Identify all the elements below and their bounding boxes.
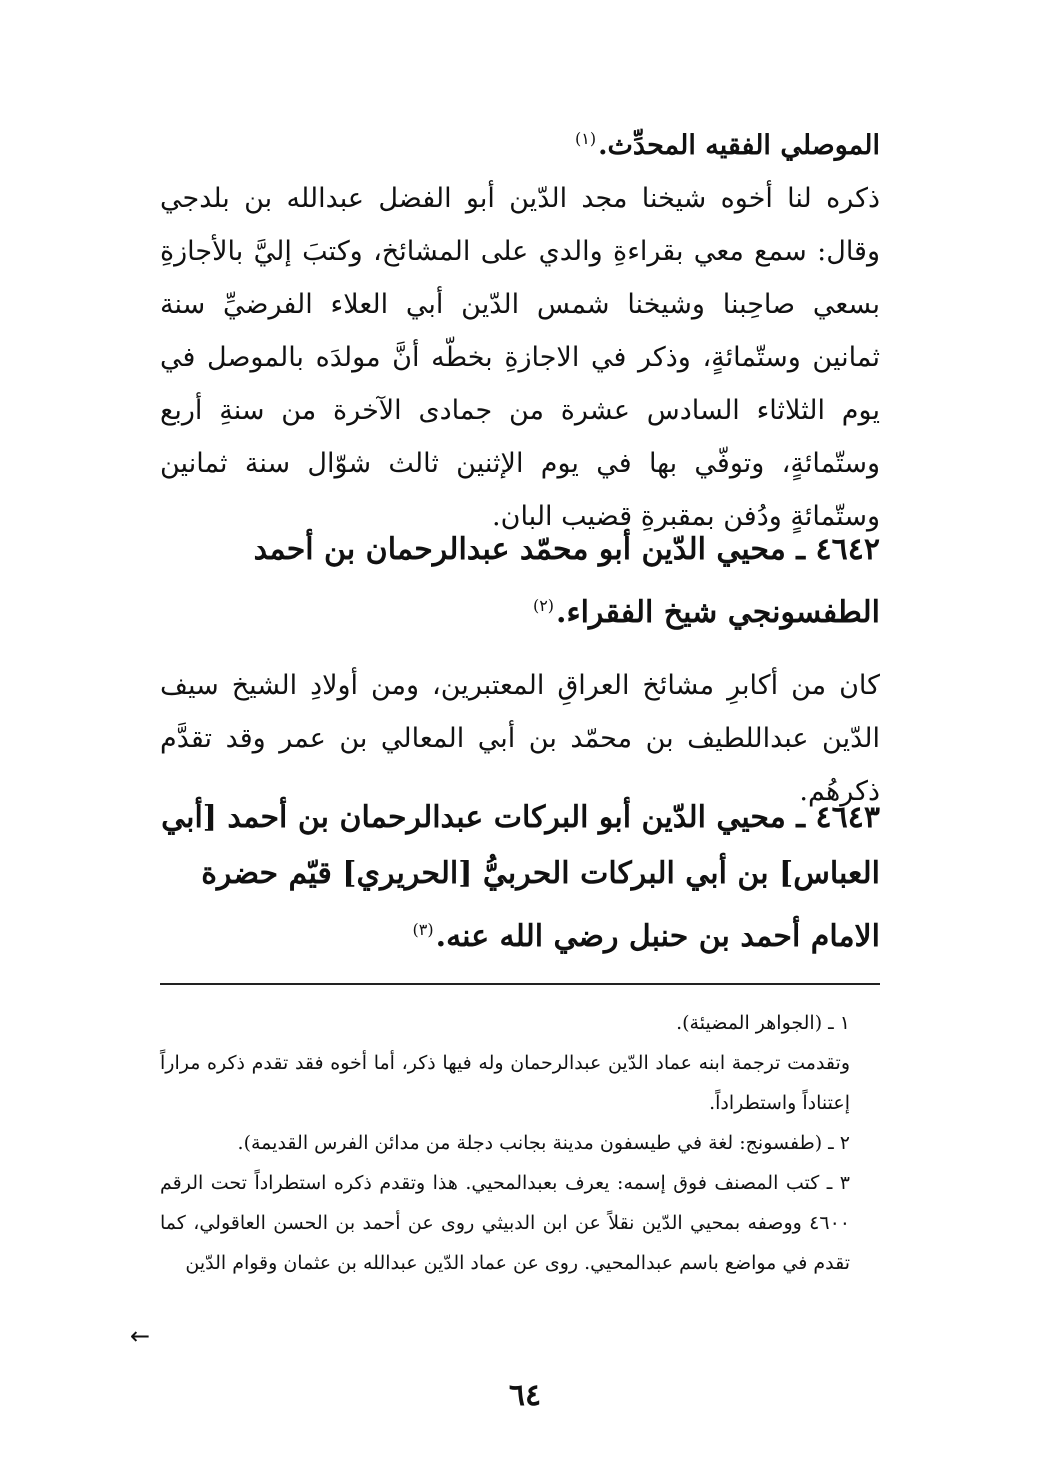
entry-4641-continuation — [160, 112, 880, 543]
entry-4643-heading: ٤٦٤٣ ـ محيي الدّين أبو البركات عبدالرحمان بن أحمد [أبي العباس] بن أبي البركات الحربيُّ [الحريري] قيّم حضرة الامام أحمد بن حنبل رضي الله عنه. — [161, 800, 880, 954]
footnote-ref-3[interactable]: (٣) — [412, 920, 434, 939]
footnote-divider — [160, 983, 880, 985]
footnote-1-continuation: وتقدمت ترجمة ابنه عماد الدّين عبدالرحمان وله فيها ذكر، أما أخوه فقد تقدم ذكره مراراً إعتناداً واستطراداً. — [160, 1052, 850, 1114]
entry-4641-text: ذكره لنا أخوه شيخنا مجد الدّين أبو الفضل عبدالله بن بلدجي وقال: سمع معي بقراءةِ والدي على المشائخ، وكتبَ إليَّ بالأجازةِ بسعي صاحِبنا وشيخنا شمس الدّين أبي العلاء الفرضيِّ سنة ثمانين وستّمائةٍ، وذكر في الاجازةِ بخطّه أنَّ مولدَه بالموصل في يوم الثلاثاء السادس عشرة من جمادى الآخرة من سنةِ أربع وستّمائةٍ، وتوفّي بها في يوم الإثنين ثالث شوّال سنة ثمانين وستّمائةٍ ودُفن بمقبرةِ قضيب البان. — [160, 183, 880, 532]
footnote-ref-2[interactable]: (٢) — [532, 596, 555, 615]
page-number: ٦٤ — [508, 1378, 542, 1413]
footnote-2: ٢ ـ (طفسونج: لغة في طيسفون مدينة بجانب دجلة من مدائن الفرس القديمة). — [237, 1132, 850, 1154]
footnote-3: ٣ ـ كتب المصنف فوق إسمه: يعرف بعبدالمحيي. هذا وتقدم ذكره استطراداً تحت الرقم ٤٦٠٠ ووصفه بمحيي الدّين نقلاً عن ابن الدبيثي روى عن أحمد بن الحسن العاقولي، كما تقدم في مواضع باسم عبدالمحيي. روى عن عماد الدّين عبدالله بن عثمان وقوام الدّين — [160, 1172, 850, 1274]
entry-4642-text: كان من أكابرِ مشائخ العراقِ المعتبرين، ومن أولادِ الشيخ سيف الدّين عبداللطيف بن محمّد بن أبي المعالي بن عمر وقد تقدَّم ذكرهُم. — [160, 670, 880, 807]
footnote-ref-1[interactable]: (١) — [575, 129, 597, 148]
entry-4642-heading: ٤٦٤٢ ـ محيي الدّين أبو محمّد عبدالرحمان بن أحمد الطفسونجي شيخ الفقراء. — [253, 532, 880, 630]
entry-4641-first-line: الموصلي الفقيه المحدِّث. — [598, 130, 880, 161]
entry-4643 — [160, 790, 880, 965]
continuation-arrow-icon: ← — [130, 1322, 151, 1350]
footnotes-section — [160, 1003, 880, 1283]
footnote-1: ١ ـ (الجواهر المضيئة). — [676, 1012, 850, 1034]
entry-4642 — [160, 522, 880, 818]
